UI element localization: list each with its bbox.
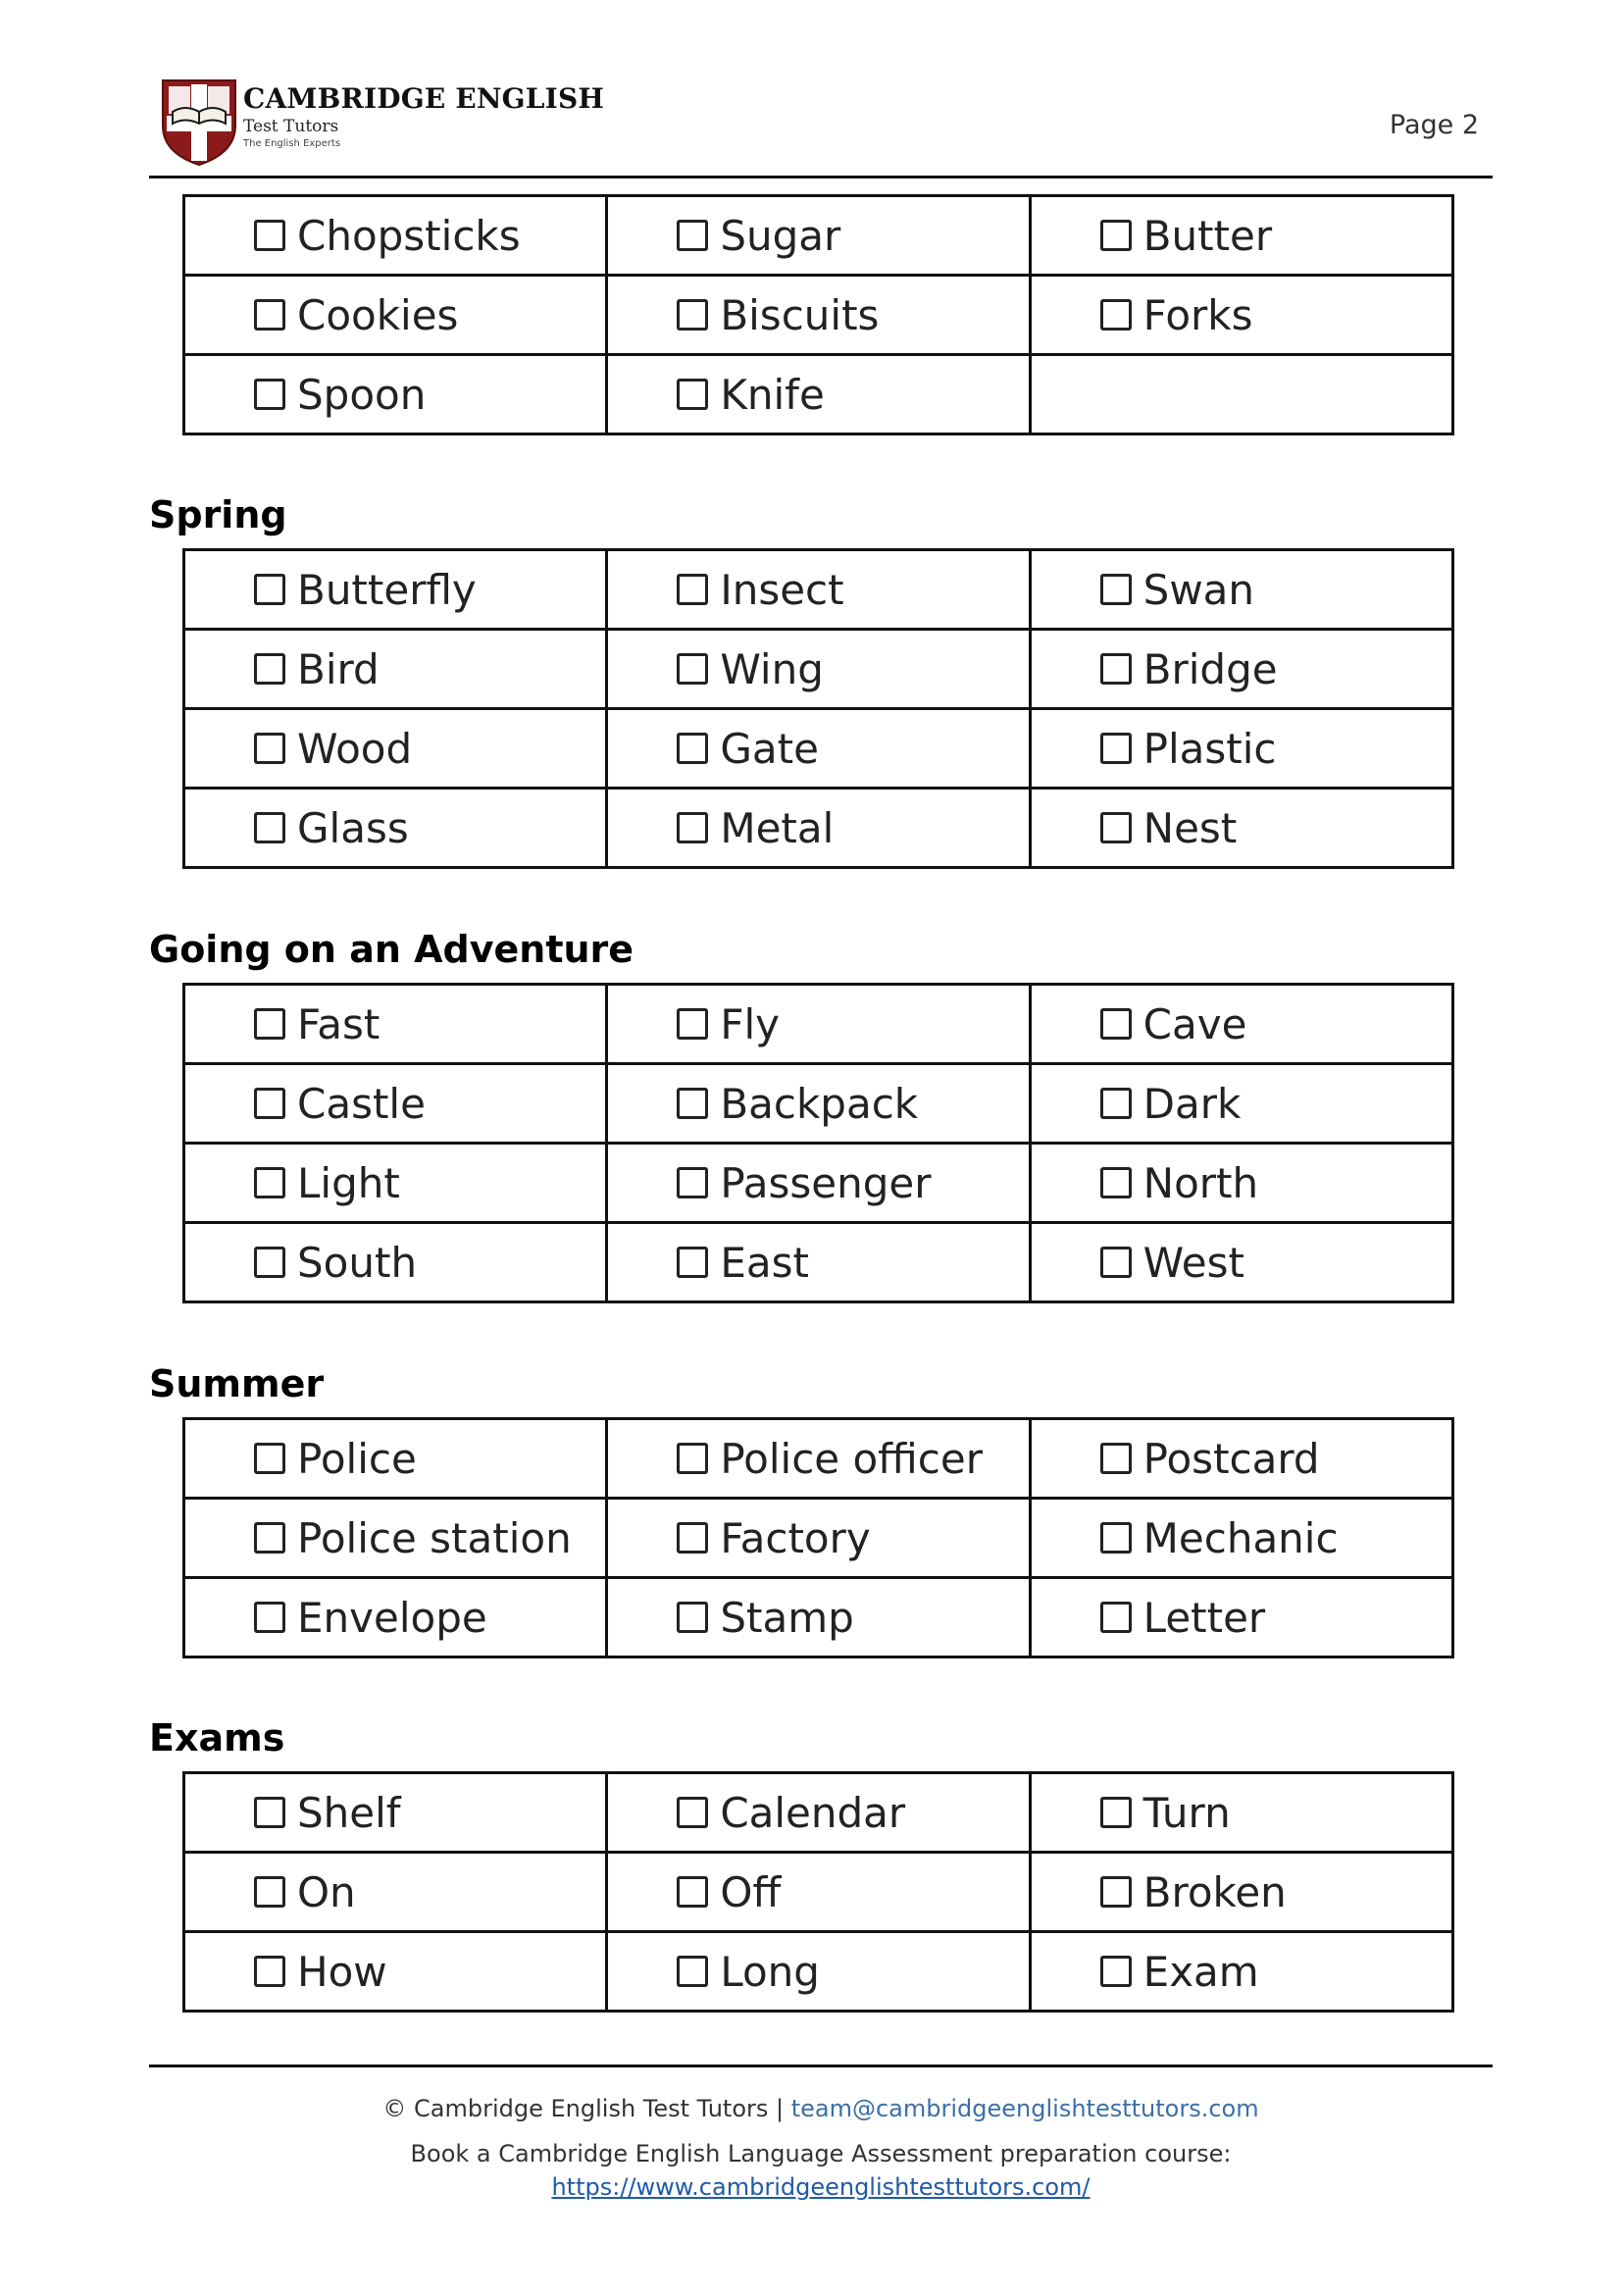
word-label: Dark <box>1142 1079 1242 1128</box>
checkbox[interactable] <box>1100 1088 1132 1119</box>
word-label: Letter <box>1142 1593 1266 1642</box>
word-cell <box>184 1419 607 1499</box>
word-cell <box>1030 985 1452 1064</box>
checklist-item[interactable] <box>608 1594 1028 1642</box>
checkbox[interactable] <box>254 299 285 331</box>
checkbox[interactable] <box>677 1008 708 1040</box>
checkbox[interactable] <box>677 1522 708 1554</box>
word-label: South <box>297 1238 418 1287</box>
word-label: Police station <box>297 1513 572 1562</box>
word-label: Police officer <box>720 1434 983 1483</box>
word-cell <box>607 1064 1030 1144</box>
checkbox[interactable] <box>254 1247 285 1278</box>
word-cell <box>1030 1419 1452 1499</box>
checklist-item[interactable] <box>608 1000 1028 1048</box>
checkbox[interactable] <box>677 653 708 685</box>
word-cell <box>184 1932 607 2012</box>
checklist-item[interactable] <box>185 1948 605 1996</box>
footer-divider <box>149 2065 1493 2067</box>
footer-website-link[interactable]: https://www.cambridgeenglishtesttutors.com/ <box>551 2173 1091 2201</box>
checklist-item[interactable] <box>1032 725 1451 773</box>
section-title-adventure: Going on an Adventure <box>149 928 634 971</box>
word-cell <box>1030 1932 1452 2012</box>
word-label: Butterfly <box>297 565 477 614</box>
checkbox[interactable] <box>677 1167 708 1198</box>
checkbox[interactable] <box>1100 299 1132 331</box>
word-cell <box>1030 1499 1452 1578</box>
word-label: Glass <box>297 803 409 852</box>
checkbox[interactable] <box>254 812 285 843</box>
word-label: Sugar <box>720 211 841 260</box>
word-cell <box>607 1419 1030 1499</box>
word-label: Envelope <box>297 1593 487 1642</box>
checklist-item[interactable] <box>185 1435 605 1483</box>
checklist-item[interactable] <box>608 1948 1028 1996</box>
section-title-spring: Spring <box>149 493 287 536</box>
checkbox[interactable] <box>1100 220 1132 251</box>
word-cell <box>607 1499 1030 1578</box>
word-label: Knife <box>720 370 825 419</box>
checklist-item[interactable] <box>185 1000 605 1048</box>
word-cell <box>184 709 607 789</box>
checklist-item[interactable] <box>1032 1514 1451 1562</box>
checklist-item[interactable] <box>1032 291 1451 339</box>
checkbox[interactable] <box>677 1876 708 1908</box>
checklist-item[interactable] <box>185 645 605 693</box>
table-row <box>184 1773 1453 1853</box>
checkbox[interactable] <box>677 1088 708 1119</box>
table-row <box>184 1064 1453 1144</box>
table-row <box>184 1144 1453 1223</box>
checklist-item[interactable] <box>1032 1868 1451 1916</box>
checkbox[interactable] <box>1100 1876 1132 1908</box>
checklist-item[interactable] <box>1032 1239 1451 1287</box>
word-table-exams <box>182 1771 1454 2013</box>
word-table-unlabeled <box>182 194 1454 435</box>
checkbox[interactable] <box>677 1247 708 1278</box>
cambridge-shield-logo <box>159 75 239 167</box>
checklist-item[interactable] <box>185 1080 605 1128</box>
checklist-item[interactable] <box>608 1789 1028 1837</box>
checklist-item[interactable] <box>608 1435 1028 1483</box>
word-cell <box>184 196 607 276</box>
header-divider <box>149 176 1493 178</box>
checklist-item[interactable] <box>185 291 605 339</box>
word-cell <box>1030 1064 1452 1144</box>
checklist-item[interactable] <box>608 1514 1028 1562</box>
word-cell <box>1030 630 1452 709</box>
checkbox[interactable] <box>1100 1602 1132 1633</box>
checklist-item[interactable] <box>1032 1159 1451 1207</box>
word-label: Long <box>720 1947 820 1996</box>
checkbox[interactable] <box>254 653 285 685</box>
word-label: Swan <box>1142 565 1255 614</box>
table-row <box>184 630 1453 709</box>
checkbox[interactable] <box>254 574 285 605</box>
word-cell <box>607 1773 1030 1853</box>
word-label: Wood <box>297 724 413 773</box>
word-label: Postcard <box>1142 1434 1320 1483</box>
word-cell <box>1030 550 1452 630</box>
word-cell <box>607 789 1030 868</box>
word-cell <box>607 709 1030 789</box>
word-cell <box>607 276 1030 355</box>
table-row <box>184 355 1453 434</box>
word-cell <box>1030 355 1452 434</box>
checklist-item[interactable] <box>608 1239 1028 1287</box>
checklist-item[interactable] <box>185 371 605 419</box>
checklist-item[interactable] <box>1032 1435 1451 1483</box>
word-label: East <box>720 1238 809 1287</box>
checkbox[interactable] <box>1100 1956 1132 1987</box>
section-title-exams: Exams <box>149 1716 285 1759</box>
checkbox[interactable] <box>1100 733 1132 764</box>
table-row <box>184 1223 1453 1302</box>
word-label: Passenger <box>720 1158 932 1207</box>
checklist-item[interactable] <box>1032 566 1451 614</box>
word-cell <box>607 355 1030 434</box>
checkbox[interactable] <box>677 1602 708 1633</box>
word-cell <box>184 1578 607 1657</box>
checkbox[interactable] <box>1100 1167 1132 1198</box>
checkbox[interactable] <box>1100 1797 1132 1828</box>
checkbox[interactable] <box>677 379 708 410</box>
word-cell <box>607 1223 1030 1302</box>
checklist-item[interactable] <box>1032 212 1451 260</box>
word-label: Turn <box>1142 1788 1231 1837</box>
word-label: Off <box>720 1867 782 1916</box>
checkbox[interactable] <box>254 1008 285 1040</box>
checkbox[interactable] <box>677 1797 708 1828</box>
word-label: Fast <box>297 999 381 1048</box>
checkbox[interactable] <box>1100 812 1132 843</box>
word-label: Wing <box>720 644 824 693</box>
word-cell <box>607 1853 1030 1932</box>
checkbox[interactable] <box>1100 574 1132 605</box>
checklist-item[interactable] <box>185 1514 605 1562</box>
word-label: Broken <box>1142 1867 1287 1916</box>
word-cell <box>1030 1853 1452 1932</box>
word-label: Nest <box>1142 803 1238 852</box>
footer-copyright: © Cambridge English Test Tutors | <box>382 2095 791 2122</box>
table-row <box>184 789 1453 868</box>
checklist-item[interactable] <box>185 1868 605 1916</box>
word-label: Insect <box>720 565 844 614</box>
checklist-item[interactable] <box>608 212 1028 260</box>
word-cell <box>607 985 1030 1064</box>
checkbox[interactable] <box>677 299 708 331</box>
checkbox[interactable] <box>677 1956 708 1987</box>
checkbox[interactable] <box>254 1602 285 1633</box>
word-label: Fly <box>720 999 781 1048</box>
checklist-item[interactable] <box>185 566 605 614</box>
checkbox[interactable] <box>254 1443 285 1474</box>
checkbox[interactable] <box>254 379 285 410</box>
table-row <box>184 709 1453 789</box>
checkbox[interactable] <box>254 1522 285 1554</box>
word-cell <box>184 1223 607 1302</box>
word-label: Forks <box>1142 290 1253 339</box>
brand-block <box>243 82 604 149</box>
word-label: How <box>297 1947 387 1996</box>
word-label: Metal <box>720 803 835 852</box>
word-label: Exam <box>1142 1947 1259 1996</box>
table-row <box>184 1853 1453 1932</box>
word-cell <box>1030 709 1452 789</box>
checkbox[interactable] <box>677 574 708 605</box>
word-label: Bird <box>297 644 380 693</box>
checkbox[interactable] <box>677 733 708 764</box>
checklist-item[interactable] <box>608 1080 1028 1128</box>
checkbox[interactable] <box>1100 1522 1132 1554</box>
word-label: Butter <box>1142 211 1273 260</box>
word-label: Biscuits <box>720 290 880 339</box>
word-label: Spoon <box>297 370 427 419</box>
table-row <box>184 1499 1453 1578</box>
word-cell <box>1030 1223 1452 1302</box>
brand-tagline: The English Experts <box>243 138 341 149</box>
word-cell <box>1030 789 1452 868</box>
word-cell <box>1030 1144 1452 1223</box>
word-cell <box>607 630 1030 709</box>
word-label: Castle <box>297 1079 426 1128</box>
checkbox[interactable] <box>254 1167 285 1198</box>
checklist-item[interactable] <box>185 212 605 260</box>
word-cell <box>1030 1578 1452 1657</box>
checkbox[interactable] <box>254 220 285 251</box>
checklist-item[interactable] <box>608 1159 1028 1207</box>
checklist-item[interactable] <box>608 725 1028 773</box>
table-row <box>184 1419 1453 1499</box>
word-label: On <box>297 1867 356 1916</box>
word-cell <box>1030 196 1452 276</box>
table-row <box>184 550 1453 630</box>
checklist-item[interactable] <box>608 291 1028 339</box>
word-cell <box>184 985 607 1064</box>
page-header <box>149 75 1493 173</box>
word-label: Shelf <box>297 1788 401 1837</box>
word-label: West <box>1142 1238 1244 1287</box>
checkbox[interactable] <box>254 1797 285 1828</box>
word-label: Factory <box>720 1513 871 1562</box>
word-label: Light <box>297 1158 400 1207</box>
page-number: Page 2 <box>1389 110 1479 140</box>
checklist-item[interactable] <box>608 566 1028 614</box>
checklist-item[interactable] <box>1032 804 1451 852</box>
checklist-item[interactable] <box>1032 1948 1451 1996</box>
word-cell <box>184 355 607 434</box>
word-table-adventure <box>182 983 1454 1303</box>
word-cell <box>184 1853 607 1932</box>
word-cell <box>607 1578 1030 1657</box>
word-label: Chopsticks <box>297 211 521 260</box>
checkbox[interactable] <box>254 1956 285 1987</box>
checklist-item[interactable] <box>185 1594 605 1642</box>
word-label: Mechanic <box>1142 1513 1339 1562</box>
word-label: Gate <box>720 724 819 773</box>
word-cell <box>184 1144 607 1223</box>
checkbox[interactable] <box>677 1443 708 1474</box>
checklist-item[interactable] <box>185 804 605 852</box>
word-table-summer <box>182 1417 1454 1658</box>
footer-url-line <box>149 2173 1493 2201</box>
word-cell <box>607 1144 1030 1223</box>
checklist-item[interactable] <box>1032 1000 1451 1048</box>
checkbox[interactable] <box>1100 1443 1132 1474</box>
checkbox[interactable] <box>677 220 708 251</box>
checklist-item[interactable] <box>185 1159 605 1207</box>
word-cell <box>184 1499 607 1578</box>
word-cell <box>184 789 607 868</box>
checklist-item[interactable] <box>185 725 605 773</box>
checkbox[interactable] <box>1100 1247 1132 1278</box>
word-cell <box>184 1773 607 1853</box>
word-cell <box>607 1932 1030 2012</box>
table-row <box>184 1578 1453 1657</box>
footer-email-link[interactable]: team@cambridgeenglishtesttutors.com <box>790 2095 1259 2122</box>
checklist-item[interactable] <box>1032 645 1451 693</box>
checkbox[interactable] <box>254 1876 285 1908</box>
word-label: Police <box>297 1434 417 1483</box>
table-row <box>184 196 1453 276</box>
word-cell <box>184 630 607 709</box>
checkbox[interactable] <box>1100 653 1132 685</box>
word-label: Cookies <box>297 290 459 339</box>
checklist-item[interactable] <box>185 1789 605 1837</box>
word-label: Stamp <box>720 1593 854 1642</box>
checklist-item[interactable] <box>185 1239 605 1287</box>
word-label: Bridge <box>1142 644 1278 693</box>
checklist-item[interactable] <box>608 645 1028 693</box>
word-cell <box>184 1064 607 1144</box>
word-table-spring <box>182 548 1454 869</box>
table-row <box>184 985 1453 1064</box>
checkbox[interactable] <box>677 812 708 843</box>
brand-subtitle: Test Tutors <box>243 117 339 136</box>
checklist-item[interactable] <box>1032 1594 1451 1642</box>
word-label: Backpack <box>720 1079 919 1128</box>
section-title-summer: Summer <box>149 1362 325 1405</box>
word-cell <box>1030 276 1452 355</box>
word-label: Plastic <box>1142 724 1277 773</box>
word-cell <box>1030 1773 1452 1853</box>
checklist-item[interactable] <box>1032 1789 1451 1837</box>
checklist-item[interactable] <box>608 804 1028 852</box>
checkbox[interactable] <box>254 733 285 764</box>
word-cell <box>607 550 1030 630</box>
table-row <box>184 1932 1453 2012</box>
table-row <box>184 276 1453 355</box>
word-label: Cave <box>1142 999 1247 1048</box>
word-label: Calendar <box>720 1788 906 1837</box>
word-label: North <box>1142 1158 1259 1207</box>
footer-booking-text: Book a Cambridge English Language Assessment preparation course: <box>410 2140 1232 2167</box>
checkbox[interactable] <box>254 1088 285 1119</box>
checklist-item[interactable] <box>608 1868 1028 1916</box>
footer-line-contact <box>149 2095 1493 2122</box>
checklist-item[interactable] <box>1032 1080 1451 1128</box>
checklist-item[interactable] <box>608 371 1028 419</box>
checkbox[interactable] <box>1100 1008 1132 1040</box>
word-cell <box>184 276 607 355</box>
word-cell <box>607 196 1030 276</box>
word-cell <box>184 550 607 630</box>
brand-title: CAMBRIDGE ENGLISH <box>243 82 605 115</box>
